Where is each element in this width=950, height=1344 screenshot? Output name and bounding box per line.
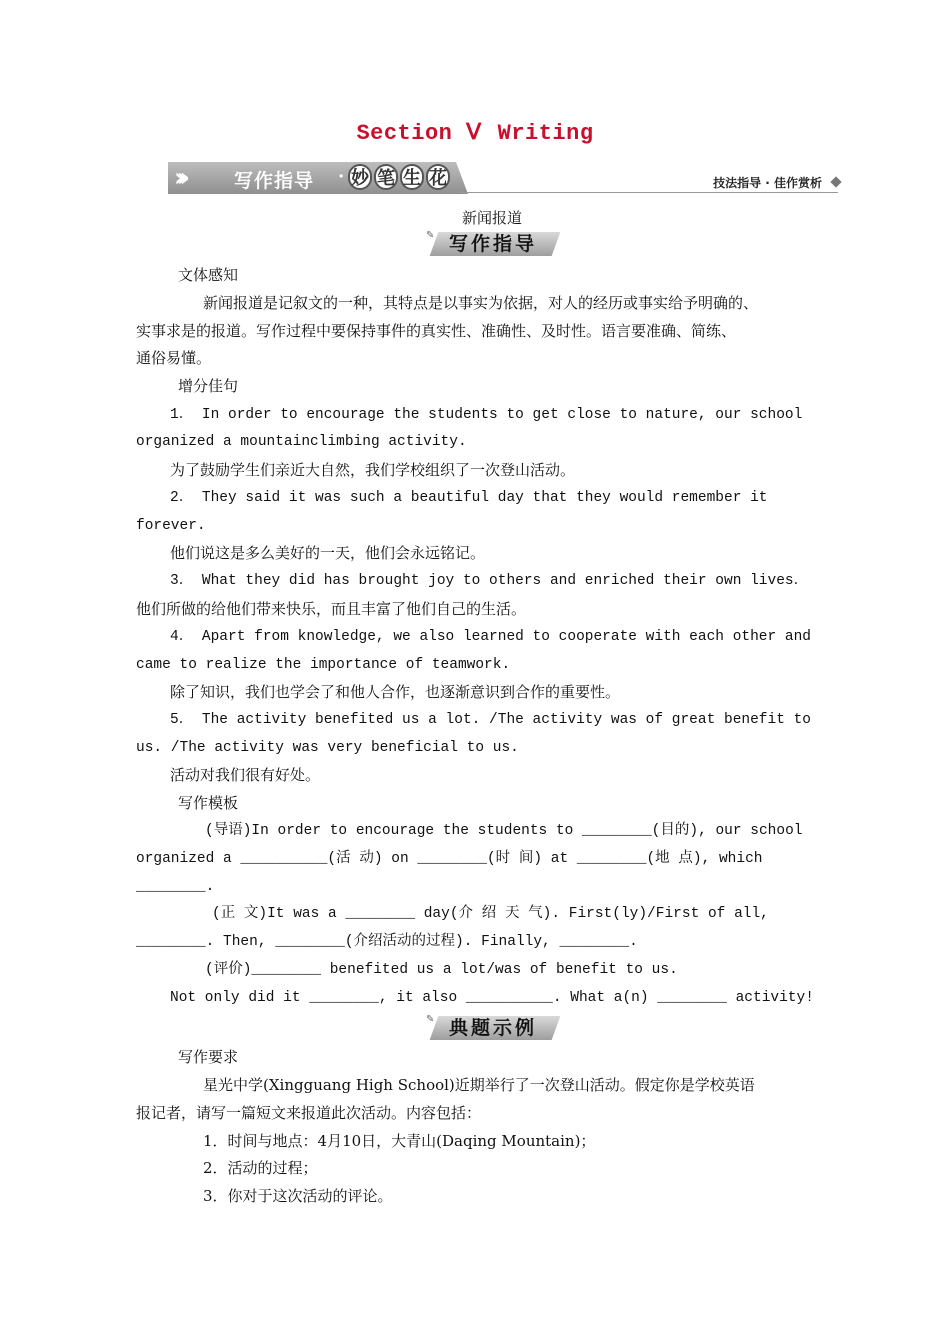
template-line: (正 文)It was a ________ day(介 绍 天 气). First(ly)/First of all, (212, 906, 769, 922)
sentence-en: organized a mountainclimbing activity. (136, 434, 467, 450)
banner-char: 妙 (348, 164, 372, 190)
task-text-line: 报记者，请写一篇短文来报道此次活动。内容包括： (136, 1104, 482, 1122)
diamond-icon (830, 176, 841, 187)
header-banner (168, 162, 840, 196)
sentence-en: forever. (136, 518, 206, 534)
sentence-zh: 活动对我们很有好处。 (170, 766, 321, 784)
genre-heading: 文体感知 (178, 266, 239, 284)
sentence-en: came to realize the importance of teamwork. (136, 657, 511, 673)
section-tag-example (426, 1014, 556, 1040)
task-heading: 写作要求 (178, 1048, 239, 1066)
sentence-en: us. /The activity was very beneficial to us. (136, 740, 519, 756)
page-title (0, 120, 950, 146)
sentence-en: 2． They said it was such a beautiful day that they would remember it (170, 490, 768, 506)
tag-label: 写作指导 (448, 233, 537, 255)
topic-title: 新闻报道 (461, 209, 522, 227)
banner-dot: · (338, 166, 345, 187)
genre-text-line: 通俗易懂。 (136, 349, 212, 367)
chevron-right-icon: ››› (174, 163, 183, 193)
sentence-zh: 他们说这是多么美好的一天，他们会永远铭记。 (170, 544, 486, 562)
sentence-en: 4． Apart from knowledge, we also learned to cooperate with each other and (170, 629, 812, 645)
banner-divider (458, 192, 838, 193)
sentence-zh: 除了知识，我们也学会了和他人合作，也逐渐意识到合作的重要性。 (170, 683, 621, 701)
sentence-en: 3． What they did has brought joy to others and enriched their own lives． (170, 573, 809, 589)
sentences-heading: 增分佳句 (178, 377, 239, 395)
sentence-en: 1． In order to encourage the students to get close to nature, our school (170, 407, 803, 423)
sentence-en: 5． The activity benefited us a lot. /The activity was of great benefit to (170, 712, 812, 728)
template-line: (导语)In order to encourage the students to ________(目的), our school (205, 823, 803, 839)
section-label: Section Ⅴ (356, 121, 482, 146)
task-item: 2．活动的过程； (203, 1159, 318, 1177)
banner-char: 生 (400, 164, 424, 190)
banner-title: 写作指导 (234, 170, 315, 192)
banner-badge-chars (348, 164, 450, 190)
section-tag-guide (426, 230, 556, 256)
banner-char: 花 (426, 164, 450, 190)
task-item: 3．你对于这次活动的评论。 (203, 1187, 393, 1205)
template-line: Not only did it ________, it also __________. What a(n) ________ activity! (170, 990, 814, 1006)
pen-icon: ✎ (426, 230, 435, 241)
sentence-zh: 他们所做的给他们带来快乐，而且丰富了他们自己的生活。 (136, 600, 527, 618)
task-item: 1．时间与地点：4月10日，大青山(Daqing Mountain)； (203, 1132, 596, 1150)
genre-text-line: 新闻报道是记叙文的一种，其特点是以事实为依据，对人的经历或事实给予明确的、 (203, 294, 759, 312)
tag-label: 典题示例 (448, 1017, 537, 1039)
section-name: Writing (497, 121, 594, 146)
pen-icon: ✎ (426, 1014, 435, 1025)
sentence-zh: 为了鼓励学生们亲近大自然，我们学校组织了一次登山活动。 (170, 461, 576, 479)
template-heading: 写作模板 (178, 794, 239, 812)
template-line: (评价)________ benefited us a lot/was of benefit to us. (205, 962, 678, 978)
banner-subtitle: 技法指导 · 佳作赏析 (713, 176, 822, 190)
banner-char: 笔 (374, 164, 398, 190)
template-line: ________. (136, 879, 215, 895)
template-line: ________. Then, ________(介绍活动的过程). Finally, ________. (136, 934, 638, 950)
task-text-line: 星光中学(Xingguang High School)近期举行了一次登山活动。假定你是学校英语 (203, 1076, 755, 1094)
template-line: organized a __________(活 动) on ________(时 间) at ________(地 点), which (136, 851, 763, 867)
genre-text-line: 实事求是的报道。写作过程中要保持事件的真实性、准确性、及时性。语言要准确、简练、 (136, 322, 737, 340)
